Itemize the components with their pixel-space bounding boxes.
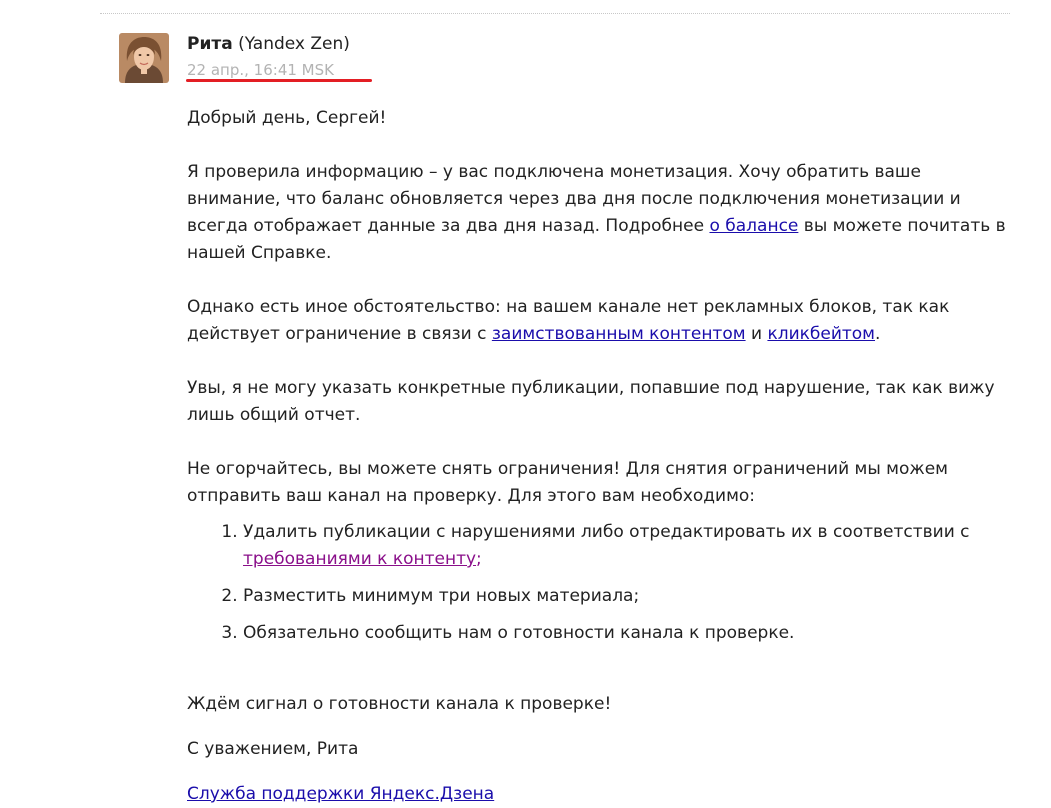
paragraph-restriction xyxy=(187,294,1017,348)
author-name: Рита xyxy=(187,34,233,54)
list-item: 3. Обязательно сообщить нам о готовности канала к проверке. xyxy=(243,620,1017,647)
steps-list xyxy=(187,519,1017,647)
list-item xyxy=(243,519,1017,573)
author-organization: (Yandex Zen) xyxy=(232,34,350,54)
user-photo-avatar-icon xyxy=(119,33,169,83)
paragraph-balance-text: Я проверила информацию – у вас подключена монетизация. Хочу обратить ваше внимание, что баланс обновляется через два дня после подключения монетизации и всегда отображает данные за два дня назад. Подробнее xyxy=(187,162,961,236)
paragraph-report: Увы, я не могу указать конкретные публикации, попавшие под нарушение, так как вижу лишь общий отчет. xyxy=(187,378,995,425)
content-requirements-link[interactable]: требованиями к контенту xyxy=(243,549,477,569)
paragraph-balance xyxy=(187,159,1017,267)
greeting: Добрый день, Сергей! xyxy=(187,108,387,128)
clickbait-link[interactable]: кликбейтом xyxy=(767,324,876,344)
avatar[interactable] xyxy=(119,33,169,83)
paragraph-restriction-text: Однако есть иное обстоятельство: на вашем канале нет рекламных блоков, так как действует ограничение в связи с xyxy=(187,297,950,344)
support-service-link[interactable]: Служба поддержки Яндекс.Дзена xyxy=(187,784,495,804)
step1-text: Удалить публикации с нарушениями либо отредактировать их в соответствии с xyxy=(243,522,970,542)
closing-line: Ждём сигнал о готовности канала к проверке! xyxy=(187,694,612,714)
author-line xyxy=(187,33,350,55)
paragraph-restriction-mid: и xyxy=(745,324,768,344)
paragraph-balance-tail: вы можете почитать в нашей Справке. xyxy=(187,216,1006,263)
highlight-underline xyxy=(186,79,372,82)
message-timestamp: 22 апр., 16:41 MSK xyxy=(187,61,334,79)
paragraph-instructions: Не огорчайтесь, вы можете снять ограничения! Для снятия ограничений мы можем отправить ваш канал на проверку. Для этого вам необходимо: xyxy=(187,459,948,506)
message-body xyxy=(187,105,1017,808)
top-divider xyxy=(100,13,1010,14)
paragraph-restriction-tail: . xyxy=(875,324,881,344)
list-item: 2. Разместить минимум три новых материала; xyxy=(243,583,1017,610)
regards-line: С уважением, Рита xyxy=(187,739,359,759)
step1-tail: ; xyxy=(476,549,482,569)
balance-link[interactable]: о балансе xyxy=(709,216,799,236)
signature xyxy=(187,781,1017,808)
borrowed-content-link[interactable]: заимствованным контентом xyxy=(491,324,746,344)
